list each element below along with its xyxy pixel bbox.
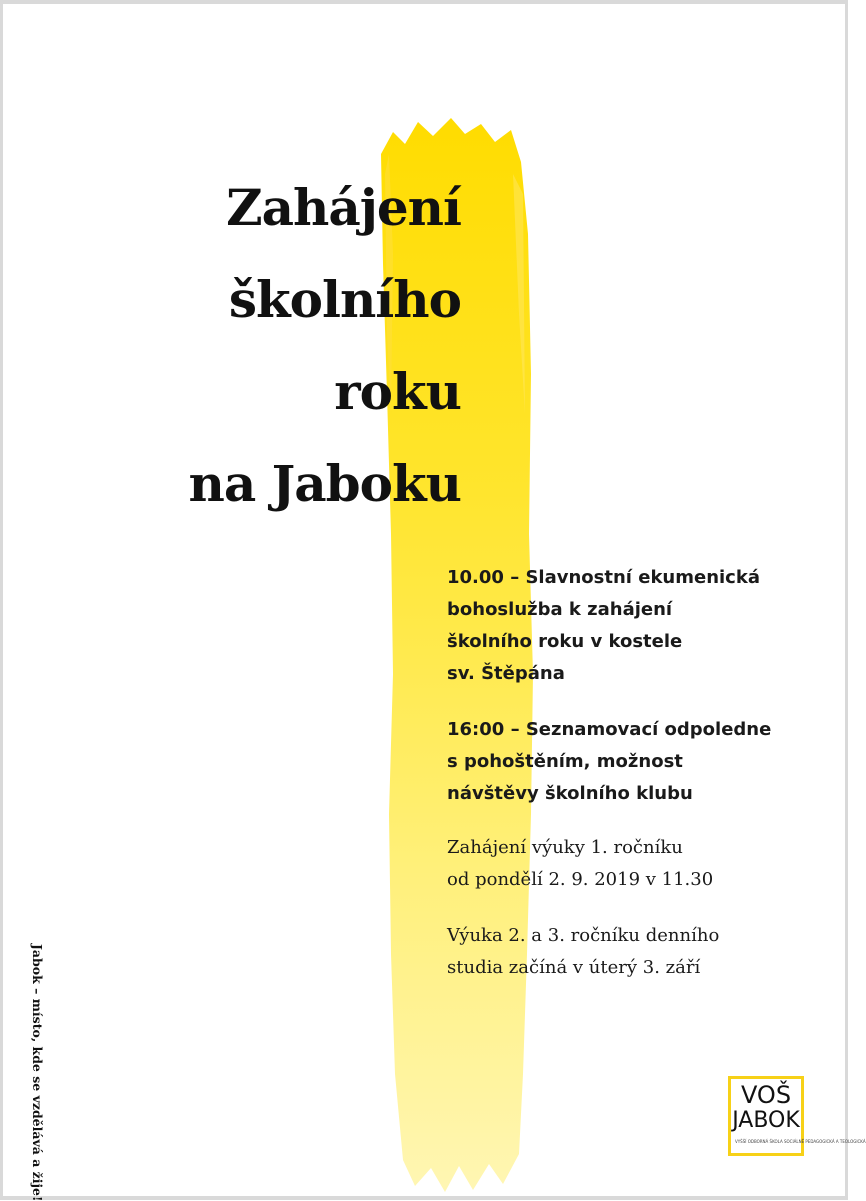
program-line: s pohoštěním, možnost [447,751,683,772]
note-line: od pondělí 2. 9. 2019 v 11.30 [447,869,714,890]
title-line: Zahájení [226,178,461,237]
note-other-years [447,920,837,984]
title-line: školního [228,270,461,329]
program-item-worship [447,562,837,690]
note-line: Zahájení výuky 1. ročníku [447,837,683,858]
logo-line-1: VOŠ [740,1081,792,1109]
program-line: sv. Štěpána [447,663,565,684]
program-line: 10.00 – Slavnostní ekumenická [447,567,760,588]
vertical-slogan [23,944,53,1201]
note-first-year [447,832,837,896]
event-info [447,562,837,1008]
poster-title [123,162,461,530]
logo-line-2: JABOK [732,1108,800,1133]
title-line: na Jaboku [188,454,461,513]
logo-subtitle: VYŠŠÍ ODBORNÁ ŠKOLA SOCIÁLNĚ PEDAGOGICKÁ A TEOLOGICKÁ [735,1139,866,1144]
slogan-text: Jabok – místo, kde se vzdělává a žije! [30,944,45,1201]
program-line: návštěvy školního klubu [447,783,693,804]
vos-jabok-logo [728,1076,866,1156]
program-item-afternoon [447,714,837,810]
note-line: studia začíná v úterý 3. září [447,957,701,978]
program-line: 16:00 – Seznamovací odpoledne [447,719,772,740]
program-line: školního roku v kostele [447,631,683,652]
program-line: bohoslužba k zahájení [447,599,673,620]
title-line: roku [334,362,461,421]
note-line: Výuka 2. a 3. ročníku denního [447,925,720,946]
